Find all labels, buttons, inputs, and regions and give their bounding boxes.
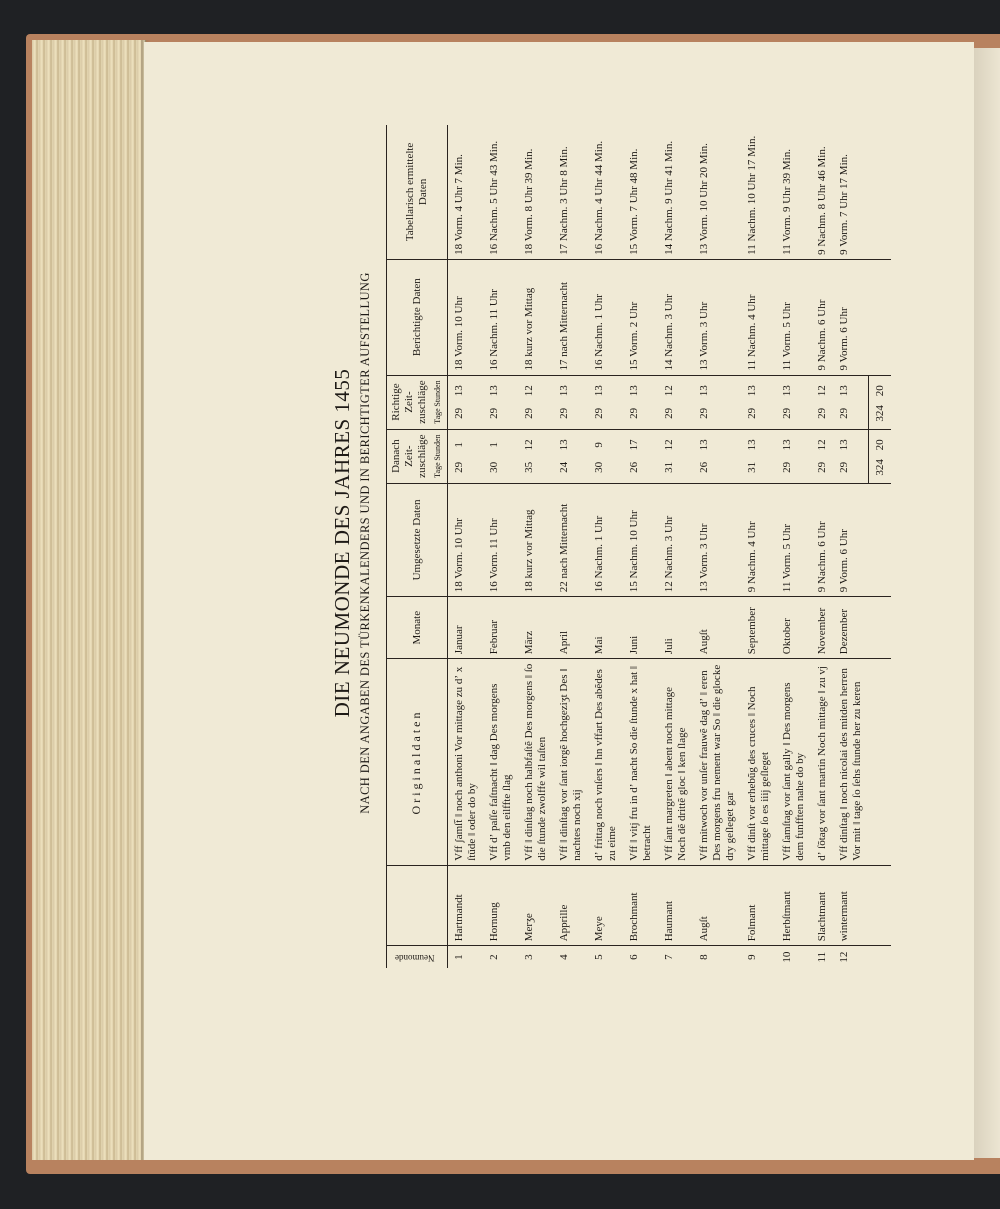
totals-danach-tage: 324 xyxy=(873,459,886,476)
cell-richtig xyxy=(448,375,484,429)
cell-richtig-tage: 29 xyxy=(593,407,605,419)
cell-richtig-tage: 29 xyxy=(488,407,500,419)
table-row xyxy=(553,125,588,968)
cell-berichtigt: 18 Vorm. 10 Uhr xyxy=(448,259,484,375)
cell-danach xyxy=(553,429,588,483)
cell-monat: Oktober xyxy=(776,597,811,659)
cell-tabellarisch: 9 Nachm. 8 Uhr 46 Min. xyxy=(811,125,833,259)
cell-original: Vff ſant margreten ‖ abent noch mittage Noch dẽ drittẽ gloc ‖ ken ſlage xyxy=(658,659,693,866)
cell-danach xyxy=(776,429,811,483)
cell-berichtigt: 16 Nachm. 1 Uhr xyxy=(588,259,623,375)
cell-nr: 6 xyxy=(628,954,640,960)
cell-nr: 11 xyxy=(816,951,828,963)
totals-richtig xyxy=(868,375,891,429)
cell-richtig-tage: 29 xyxy=(628,407,640,419)
cell-richtig xyxy=(693,375,741,429)
cell-nr: 2 xyxy=(488,954,500,960)
cell-umgesetzt: 18 Vorm. 10 Uhr xyxy=(448,483,484,597)
cell-danach-stunden: 13 xyxy=(838,439,850,451)
cell-danach-tage: 26 xyxy=(698,461,710,473)
totals-richtig-stunden: 20 xyxy=(873,385,886,397)
cell-danach-tage: 31 xyxy=(663,461,675,473)
facing-page-edge xyxy=(972,48,1000,1158)
cell-original: Vff ‖ vitj fru in dʼ nacht So die ſtunde x hat ‖ betracht xyxy=(623,659,658,866)
cell-berichtigt: 16 Nachm. 11 Uhr xyxy=(483,259,518,375)
cell-danach-tage: 31 xyxy=(746,461,758,473)
cell-danach-stunden: 17 xyxy=(628,439,640,451)
totals-empty-cell xyxy=(868,659,891,866)
cell-danach-stunden: 12 xyxy=(816,439,828,451)
table-row xyxy=(776,125,811,968)
cell-richtig-stunden: 13 xyxy=(838,385,850,397)
cell-richtig xyxy=(741,375,776,429)
header-umgesetzt: Umgesetzte Daten xyxy=(387,483,448,597)
cell-berichtigt: 17 nach Mitternacht xyxy=(553,259,588,375)
cell-danach-tage: 29 xyxy=(781,461,793,473)
cell-umgesetzt: 16 Vorm. 11 Uhr xyxy=(483,483,518,597)
table-row xyxy=(833,125,868,968)
cell-danach-tage: 26 xyxy=(628,461,640,473)
totals-richtig-tage: 324 xyxy=(873,405,886,422)
cell-danach xyxy=(658,429,693,483)
totals-empty-cell xyxy=(868,259,891,375)
cell-tabellarisch: 17 Nachm. 3 Uhr 8 Min. xyxy=(553,125,588,259)
table-row xyxy=(518,125,553,968)
page-subtitle: NACH DEN ANGABEN DES TÜRKENKALENDERS UND IN BERICHTIGTER AUFSTELLUNG xyxy=(358,272,372,814)
table-row xyxy=(483,125,518,968)
header-name xyxy=(387,865,448,946)
cell-richtig xyxy=(483,375,518,429)
cell-umgesetzt: 12 Nachm. 3 Uhr xyxy=(658,483,693,597)
cell-monat: März xyxy=(518,597,553,659)
cell-tabellarisch: 16 Nachm. 5 Uhr 43 Min. xyxy=(483,125,518,259)
totals-row xyxy=(868,125,891,968)
table-row xyxy=(623,125,658,968)
cell-original: dʼ ſõtag vor ſant martin Noch mittage ‖ zu vj xyxy=(811,659,833,866)
cell-tabellarisch: 11 Nachm. 10 Uhr 17 Min. xyxy=(741,125,776,259)
cell-name: Merʒe xyxy=(518,865,553,946)
cell-richtig-stunden: 13 xyxy=(593,385,605,397)
cell-danach-tage: 29 xyxy=(453,461,465,473)
cell-name: Hornung xyxy=(483,865,518,946)
cell-berichtigt: 11 Nachm. 4 Uhr xyxy=(741,259,776,375)
cell-original: Vff dʼ paſſe faſtnacht ‖ dag Des morgens vmb den eilffte ſlag xyxy=(483,659,518,866)
cell-umgesetzt: 18 kurz vor Mittag xyxy=(518,483,553,597)
cell-danach xyxy=(588,429,623,483)
cell-richtig xyxy=(833,375,868,429)
table-row xyxy=(693,125,741,968)
cell-berichtigt: 11 Vorm. 5 Uhr xyxy=(776,259,811,375)
cell-berichtigt: 14 Nachm. 3 Uhr xyxy=(658,259,693,375)
cell-danach-stunden: 12 xyxy=(523,439,535,451)
totals-empty-cell xyxy=(868,865,891,946)
cell-monat: November xyxy=(811,597,833,659)
cell-name: Meye xyxy=(588,865,623,946)
cell-berichtigt: 9 Nachm. 6 Uhr xyxy=(811,259,833,375)
cell-tabellarisch: 14 Nachm. 9 Uhr 41 Min. xyxy=(658,125,693,259)
cell-richtig-tage: 29 xyxy=(838,407,850,419)
cell-tabellarisch: 16 Nachm. 4 Uhr 44 Min. xyxy=(588,125,623,259)
cell-danach-stunden: 1 xyxy=(488,442,500,448)
cell-richtig xyxy=(623,375,658,429)
cell-tabellarisch: 11 Vorm. 9 Uhr 39 Min. xyxy=(776,125,811,259)
cell-danach-tage: 35 xyxy=(523,461,535,473)
cell-original: dʼ frittag noch vnſers ‖ hn vffart Des abẽdes zu eime xyxy=(588,659,623,866)
cell-nr: 1 xyxy=(453,954,465,960)
cell-richtig-stunden: 12 xyxy=(523,385,535,397)
cell-danach-tage: 29 xyxy=(838,461,850,473)
cell-danach-tage: 30 xyxy=(488,461,500,473)
cell-danach xyxy=(518,429,553,483)
cell-umgesetzt: 15 Nachm. 10 Uhr xyxy=(623,483,658,597)
cell-richtig-tage: 29 xyxy=(698,407,710,419)
cell-name: Brochmant xyxy=(623,865,658,946)
table-body xyxy=(448,125,891,968)
table-row xyxy=(741,125,776,968)
cell-danach-stunden: 13 xyxy=(746,439,758,451)
cell-richtig-stunden: 12 xyxy=(816,385,828,397)
cell-richtig-tage: 29 xyxy=(453,407,465,419)
page-title: DIE NEUMONDE DES JAHRES 1455 xyxy=(330,368,354,718)
cell-original: Vff dinſt vor erhebũg des cruces ‖ Noch mittage ſo es iiij geſleget xyxy=(741,659,776,866)
cell-nr: 9 xyxy=(746,954,758,960)
cell-name: Hartmandt xyxy=(448,865,484,946)
header-original: Originaldaten xyxy=(387,659,448,866)
totals-danach xyxy=(868,429,891,483)
cell-monat: Mai xyxy=(588,597,623,659)
cell-danach-stunden: 13 xyxy=(698,439,710,451)
cell-tabellarisch: 15 Vorm. 7 Uhr 48 Min. xyxy=(623,125,658,259)
cell-danach-stunden: 1 xyxy=(453,442,465,448)
cell-richtig-tage: 29 xyxy=(523,407,535,419)
cell-original: Vff ſamſtag vor ſant gally ‖ Des morgens dem funfften nahe do by xyxy=(776,659,811,866)
cell-danach-tage: 24 xyxy=(558,461,570,473)
header-monate: Monate xyxy=(387,597,448,659)
cell-umgesetzt: 9 Vorm. 6 Uhr xyxy=(833,483,868,597)
cell-berichtigt: 18 kurz vor Mittag xyxy=(518,259,553,375)
cell-monat: April xyxy=(553,597,588,659)
cell-original: Vff mitwoch vor unſer frauwẽ dag dʼ ‖ eren Des morgens fru nement war So ‖ die glocke dry geſleget gar xyxy=(693,659,741,866)
cell-richtig-tage: 29 xyxy=(781,407,793,419)
header-tabellarisch: Tabellarisch ermittelte Daten xyxy=(387,125,448,259)
cell-name: wintermant xyxy=(833,865,868,946)
cell-nr: 8 xyxy=(698,954,710,960)
table-row xyxy=(658,125,693,968)
totals-empty-cell xyxy=(868,597,891,659)
cell-monat: Augſt xyxy=(693,597,741,659)
cell-nr: 3 xyxy=(523,954,535,960)
cell-nr: 10 xyxy=(781,951,793,963)
cell-richtig-stunden: 13 xyxy=(628,385,640,397)
cell-name: Slachtmant xyxy=(811,865,833,946)
cell-danach xyxy=(623,429,658,483)
cell-richtig-stunden: 13 xyxy=(558,385,570,397)
totals-danach-stunden: 20 xyxy=(873,439,886,451)
cell-tabellarisch: 18 Vorm. 4 Uhr 7 Min. xyxy=(448,125,484,259)
cell-richtig-tage: 29 xyxy=(816,407,828,419)
page-edges xyxy=(32,40,146,1160)
cell-name: Augſt xyxy=(693,865,741,946)
totals-empty-cell xyxy=(868,125,891,259)
cell-monat: Juli xyxy=(658,597,693,659)
cell-danach xyxy=(741,429,776,483)
header-nr: Neumonde xyxy=(387,946,448,968)
cell-name: Folmant xyxy=(741,865,776,946)
cell-danach-stunden: 9 xyxy=(593,442,605,448)
cell-danach xyxy=(483,429,518,483)
cell-danach-stunden: 12 xyxy=(663,439,675,451)
neumonde-table xyxy=(386,125,891,968)
cell-original: Vff ʃamſt̃ ‖ noch anthoni Vor mittage zu dʼ x ſtūde ‖ oder do by xyxy=(448,659,484,866)
cell-umgesetzt: 22 nach Mitternacht xyxy=(553,483,588,597)
cell-monat: Juni xyxy=(623,597,658,659)
cell-richtig-stunden: 13 xyxy=(746,385,758,397)
cell-original: Vff ‖ dinſtag noch halbfaſtẽ Des morgens ‖ ſo die ſtunde zwolffe wil taſten xyxy=(518,659,553,866)
header-berichtigt: Berichtigte Daten xyxy=(387,259,448,375)
cell-name: Apprille xyxy=(553,865,588,946)
cell-danach xyxy=(811,429,833,483)
cell-umgesetzt: 11 Vorm. 5 Uhr xyxy=(776,483,811,597)
cell-danach-stunden: 13 xyxy=(781,439,793,451)
cell-berichtigt: 13 Vorm. 3 Uhr xyxy=(693,259,741,375)
cell-danach-tage: 30 xyxy=(593,461,605,473)
cell-richtig-tage: 29 xyxy=(558,407,570,419)
cell-richtig xyxy=(588,375,623,429)
table-row xyxy=(588,125,623,968)
cell-nr: 7 xyxy=(663,954,675,960)
cell-monat: Januar xyxy=(448,597,484,659)
header-danach: Danach Zeit-zuschläge Tage Stunden xyxy=(387,429,448,483)
cell-danach-stunden: 13 xyxy=(558,439,570,451)
cell-name: Haumant xyxy=(658,865,693,946)
cell-umgesetzt: 13 Vorm. 3 Uhr xyxy=(693,483,741,597)
cell-monat: Februar xyxy=(483,597,518,659)
cell-monat: September xyxy=(741,597,776,659)
cell-richtig xyxy=(811,375,833,429)
header-richtig: Richtige Zeit-zuschläge Tage Stunden xyxy=(387,375,448,429)
cell-tabellarisch: 9 Vorm. 7 Uhr 17 Min. xyxy=(833,125,868,259)
cell-berichtigt: 9 Vorm. 6 Uhr xyxy=(833,259,868,375)
table-row xyxy=(448,125,484,968)
cell-nr: 4 xyxy=(558,954,570,960)
cell-umgesetzt: 9 Nachm. 4 Uhr xyxy=(741,483,776,597)
cell-nr: 5 xyxy=(593,954,605,960)
cell-danach-tage: 29 xyxy=(816,461,828,473)
cell-berichtigt: 15 Vorm. 2 Uhr xyxy=(623,259,658,375)
cell-richtig xyxy=(518,375,553,429)
cell-richtig-tage: 29 xyxy=(663,407,675,419)
cell-richtig-stunden: 13 xyxy=(781,385,793,397)
cell-danach xyxy=(448,429,484,483)
cell-richtig-stunden: 13 xyxy=(488,385,500,397)
totals-empty-cell xyxy=(868,946,891,968)
cell-danach xyxy=(833,429,868,483)
cell-richtig-stunden: 13 xyxy=(698,385,710,397)
cell-richtig-stunden: 12 xyxy=(663,385,675,397)
cell-monat: Dezember xyxy=(833,597,868,659)
cell-richtig-stunden: 13 xyxy=(453,385,465,397)
cell-tabellarisch: 13 Vorm. 10 Uhr 20 Min. xyxy=(693,125,741,259)
cell-richtig-tage: 29 xyxy=(746,407,758,419)
cell-name: Herbſtmant xyxy=(776,865,811,946)
cell-richtig xyxy=(776,375,811,429)
cell-original: Vff dinſtag ‖ noch nicolai des mitden herren Vor mit ‖ tage ſo ſehs ſtunde her zu keren xyxy=(833,659,868,866)
cell-richtig xyxy=(658,375,693,429)
cell-tabellarisch: 18 Vorm. 8 Uhr 39 Min. xyxy=(518,125,553,259)
cell-richtig xyxy=(553,375,588,429)
table-header-row xyxy=(387,125,448,968)
table-row xyxy=(811,125,833,968)
cell-umgesetzt: 16 Nachm. 1 Uhr xyxy=(588,483,623,597)
cell-danach xyxy=(693,429,741,483)
cell-nr: 12 xyxy=(838,951,850,963)
cell-original: Vff ‖ dinſtag vor ſant iorgẽ hochgeziʒt Des ‖ nachtes noch xij xyxy=(553,659,588,866)
totals-empty-cell xyxy=(868,483,891,597)
rotated-table-block xyxy=(322,118,886,968)
cell-umgesetzt: 9 Nachm. 6 Uhr xyxy=(811,483,833,597)
